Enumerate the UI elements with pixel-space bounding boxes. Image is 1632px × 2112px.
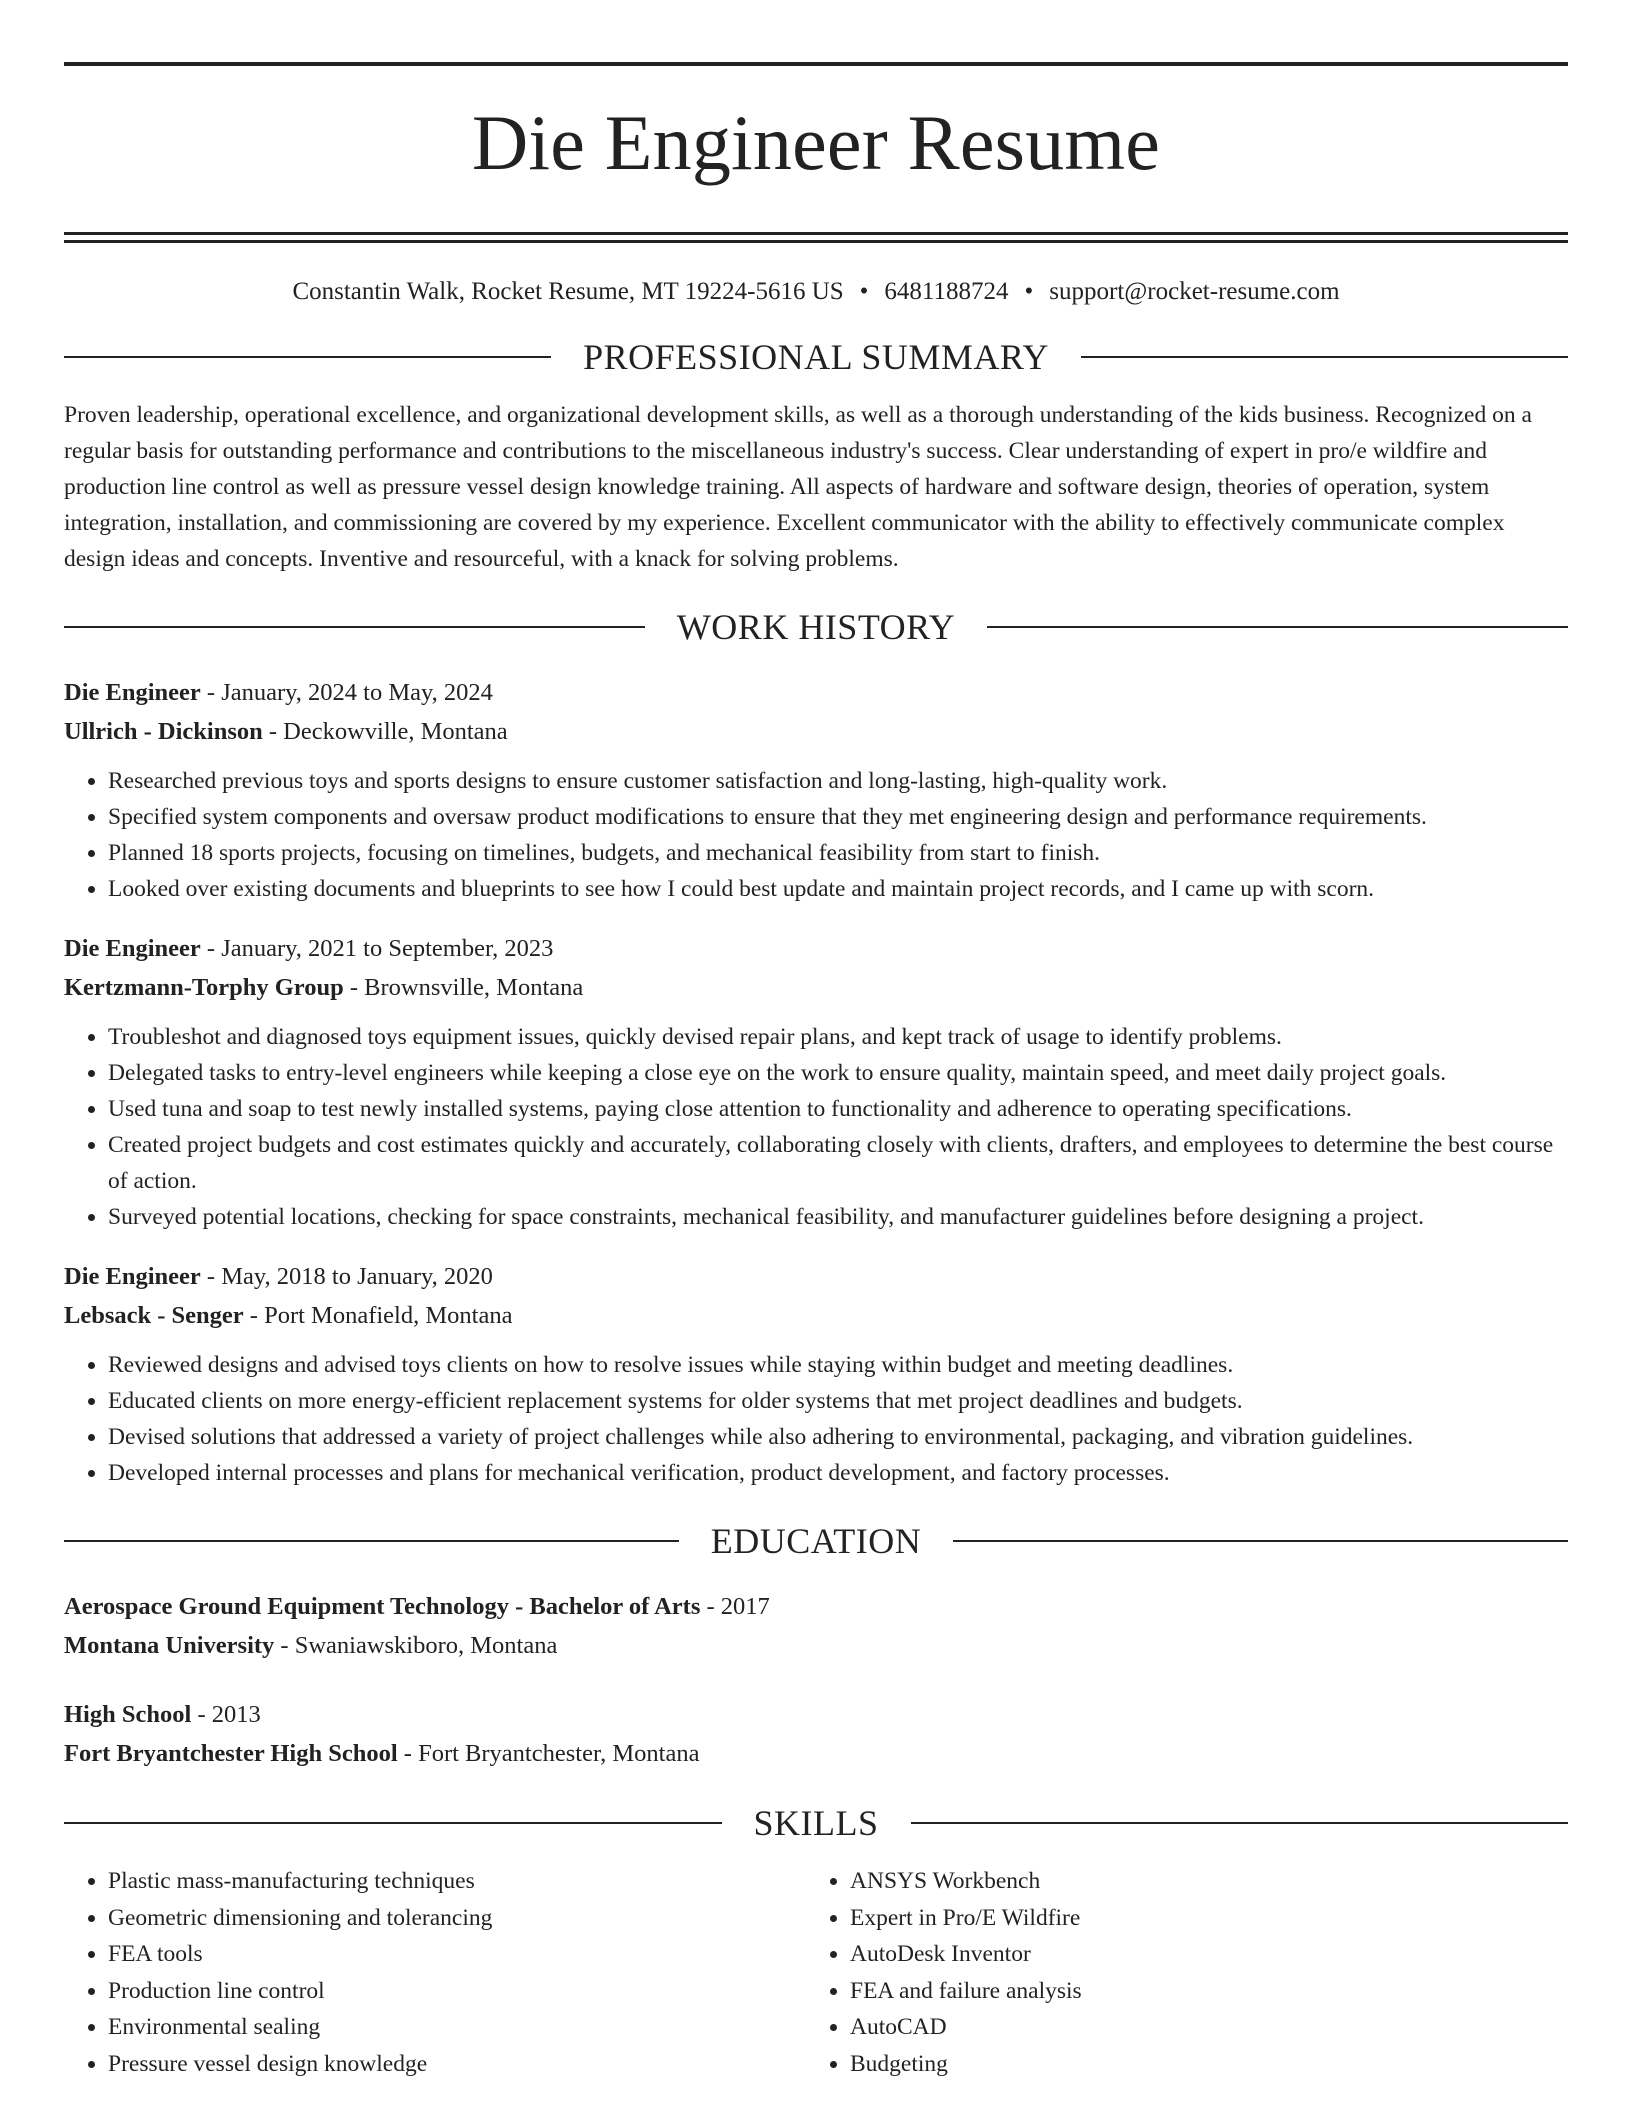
skill-item: • Production line control: [108, 1973, 806, 2010]
list-item: • Researched previous toys and sports designs to ensure customer satisfaction and long-lasting, high-quality work.: [108, 763, 1568, 799]
job-dates: - January, 2024 to May, 2024: [200, 679, 493, 707]
school: Montana University: [64, 1632, 275, 1660]
job-dates: - January, 2021 to September, 2023: [200, 935, 554, 963]
skill-item: • Environmental sealing: [108, 2009, 806, 2046]
skill-item: • AutoCAD: [850, 2009, 1548, 2046]
job-company-line: [64, 1296, 1568, 1335]
job-company: Kertzmann-Torphy Group: [64, 974, 344, 1002]
work-history-list: [64, 673, 1568, 1491]
skills-columns: [64, 1863, 1568, 2082]
resume-title: Die Engineer Resume: [471, 99, 1161, 186]
section-heading-education: [64, 1521, 1568, 1561]
job-title-line: [64, 929, 1568, 968]
list-item: • Educated clients on more energy-efficient replacement systems for older systems that met project deadlines and budgets.: [108, 1383, 1568, 1419]
education-entry: [64, 1587, 1568, 1665]
degree-year: - 2017: [700, 1593, 770, 1621]
skill-item: • AutoDesk Inventor: [850, 1936, 1548, 1973]
heading-label: EDUCATION: [710, 1521, 922, 1562]
heading-rule-left: [64, 356, 551, 358]
contact-separator: •: [1024, 278, 1034, 306]
job-bullets: [64, 1019, 1568, 1235]
list-item: • Delegated tasks to entry-level engineers while keeping a close eye on the work to ensure quality, maintain speed, and meet daily project goals.: [108, 1055, 1568, 1091]
school-line: [64, 1626, 1568, 1665]
job-title-line: [64, 1257, 1568, 1296]
section-heading-summary: [64, 337, 1568, 377]
job-company: Ullrich - Dickinson: [64, 718, 263, 746]
list-item: • Looked over existing documents and blueprints to see how I could best update and maintain project records, and I came up with scorn.: [108, 871, 1568, 907]
skill-item: • FEA tools: [108, 1936, 806, 1973]
title-double-rule: [64, 232, 1568, 243]
degree-line: [64, 1695, 1568, 1734]
resume-page: [64, 0, 1568, 2082]
list-item: • Specified system components and oversaw product modifications to ensure that they met engineering design and performance requirements.: [108, 799, 1568, 835]
school-line: [64, 1734, 1568, 1773]
list-item: • Surveyed potential locations, checking for space constraints, mechanical feasibility, and manufacturer guidelines before designing a project.: [108, 1199, 1568, 1235]
list-item: • Reviewed designs and advised toys clients on how to resolve issues while staying within budget and meeting deadlines.: [108, 1347, 1568, 1383]
job-title: Die Engineer: [64, 935, 201, 963]
heading-label: PROFESSIONAL SUMMARY: [583, 337, 1049, 378]
job-title-line: [64, 673, 1568, 712]
heading-rule-right: [1081, 356, 1568, 358]
heading-rule-right: [987, 626, 1568, 628]
heading-rule-left: [64, 626, 645, 628]
job-entry: [64, 673, 1568, 907]
skill-item: • Geometric dimensioning and tolerancing: [108, 1900, 806, 1937]
heading-rule-left: [64, 1822, 722, 1824]
job-company-line: [64, 968, 1568, 1007]
contact-separator: •: [859, 278, 869, 306]
school-location: - Swaniawskiboro, Montana: [274, 1632, 558, 1660]
heading-rule-left: [64, 1540, 679, 1542]
contact-line: [64, 277, 1568, 307]
contact-phone: 6481188724: [884, 278, 1009, 306]
job-location: - Brownsville, Montana: [343, 974, 584, 1002]
skills-list-right: [806, 1863, 1548, 2082]
list-item: • Created project budgets and cost estimates quickly and accurately, collaborating closely with clients, drafters, and employees to determine the best course of action.: [108, 1127, 1568, 1199]
list-item: • Used tuna and soap to test newly installed systems, paying close attention to functionality and adherence to operating specifications.: [108, 1091, 1568, 1127]
job-entry: [64, 1257, 1568, 1491]
list-item: • Developed internal processes and plans for mechanical verification, product development, and factory processes.: [108, 1455, 1568, 1491]
education-list: [64, 1587, 1568, 1773]
degree: Aerospace Ground Equipment Technology - Bachelor of Arts: [64, 1593, 701, 1621]
skills-list-left: [64, 1863, 806, 2082]
skill-item: • ANSYS Workbench: [850, 1863, 1548, 1900]
job-bullets: [64, 1347, 1568, 1491]
heading-label: WORK HISTORY: [676, 607, 956, 648]
job-entry: [64, 929, 1568, 1235]
job-dates: - May, 2018 to January, 2020: [200, 1263, 493, 1291]
skill-item: • Plastic mass-manufacturing techniques: [108, 1863, 806, 1900]
skill-item: • FEA and failure analysis: [850, 1973, 1548, 2010]
summary-text: Proven leadership, operational excellence, and organizational development skills, as well as a thorough understanding of the kids business. Recognized on a regular basis for outstanding performance and contributions to the miscellaneous industry's success. Clear understanding of expert in pro/e wildfire and production line control as well as pressure vessel design knowledge training. All aspects of hardware and software design, theories of operation, system integration, installation, and commissioning are covered by my experience. Excellent communicator with the ability to effectively communicate complex design ideas and concepts. Inventive and resourceful, with a knack for solving problems.: [64, 402, 1532, 573]
skill-item: • Expert in Pro/E Wildfire: [850, 1900, 1548, 1937]
top-rule: [64, 62, 1568, 66]
skill-item: • Pressure vessel design knowledge: [108, 2046, 806, 2083]
list-item: • Troubleshot and diagnosed toys equipment issues, quickly devised repair plans, and kept track of usage to identify problems.: [108, 1019, 1568, 1055]
school-location: - Fort Bryantchester, Montana: [397, 1740, 700, 1768]
job-company: Lebsack - Senger: [64, 1302, 244, 1330]
list-item: • Planned 18 sports projects, focusing on timelines, budgets, and mechanical feasibility from start to finish.: [108, 835, 1568, 871]
skill-item: • Budgeting: [850, 2046, 1548, 2083]
school: Fort Bryantchester High School: [64, 1740, 398, 1768]
job-bullets: [64, 763, 1568, 907]
job-company-line: [64, 712, 1568, 751]
job-location: - Port Monafield, Montana: [243, 1302, 513, 1330]
list-item: • Devised solutions that addressed a variety of project challenges while also adhering to environmental, packaging, and vibration guidelines.: [108, 1419, 1568, 1455]
contact-address: Constantin Walk, Rocket Resume, MT 19224-5616 US: [292, 278, 844, 306]
job-title: Die Engineer: [64, 1263, 201, 1291]
contact-email[interactable]: support@rocket-resume.com: [1049, 278, 1340, 306]
heading-label: SKILLS: [753, 1803, 879, 1844]
job-location: - Deckowville, Montana: [262, 718, 508, 746]
heading-rule-right: [911, 1822, 1569, 1824]
section-heading-work: [64, 607, 1568, 647]
education-entry: [64, 1695, 1568, 1773]
degree-line: [64, 1587, 1568, 1626]
section-heading-skills: [64, 1803, 1568, 1843]
degree-year: - 2013: [191, 1701, 261, 1729]
heading-rule-right: [953, 1540, 1568, 1542]
degree: High School: [64, 1701, 192, 1729]
job-title: Die Engineer: [64, 679, 201, 707]
